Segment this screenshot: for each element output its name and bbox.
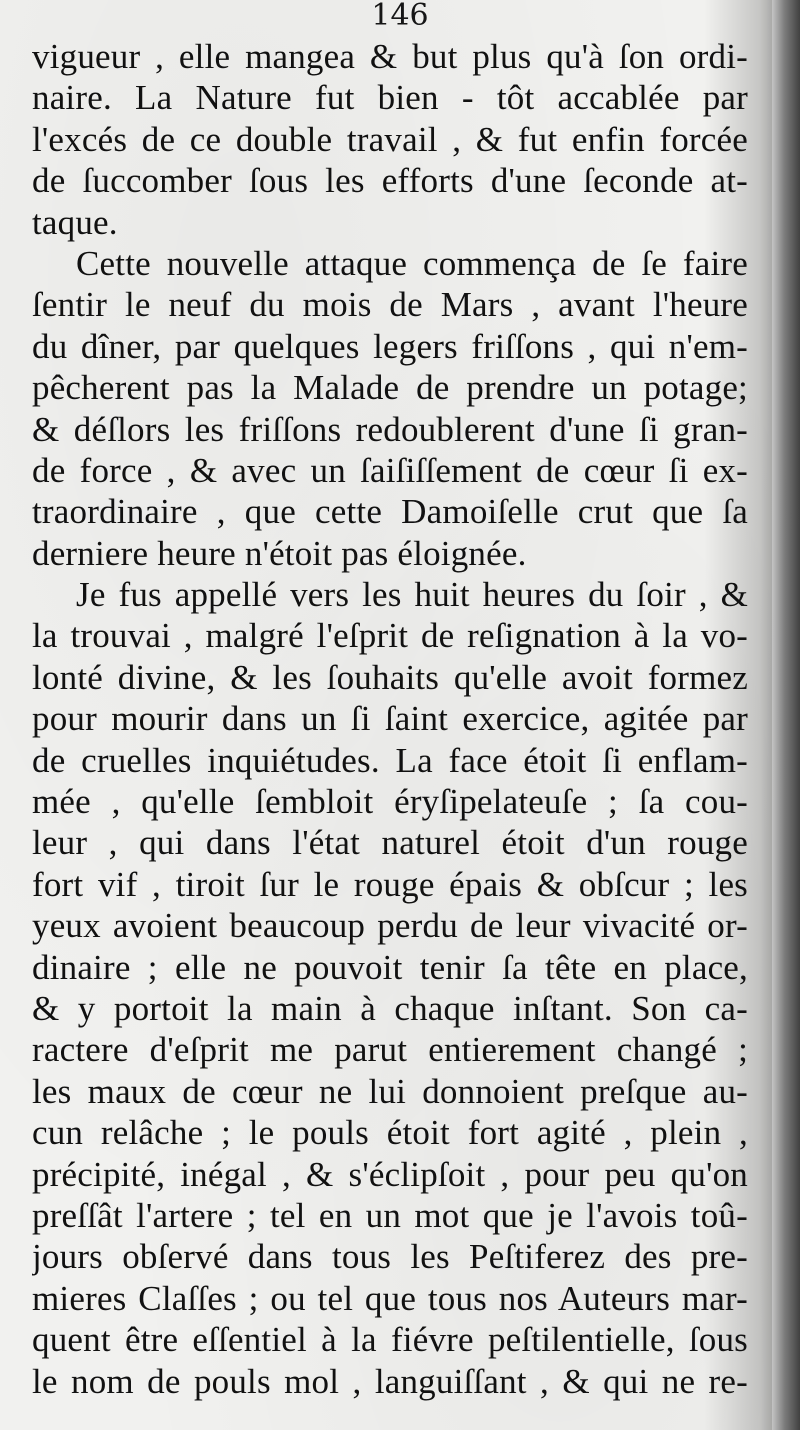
text-line: vigueur , elle mangea & but plus qu'à ſon ordi- xyxy=(32,37,748,76)
page-number: 146 xyxy=(371,0,429,33)
text-line: & déſlors les friſſons redoublerent d'une ſi gran- xyxy=(32,409,748,449)
text-line: cun relâche ; le pouls étoit fort agité , plein , xyxy=(32,1113,748,1153)
text-line: ractere d'eſprit me parut entierement changé ; xyxy=(32,1030,748,1070)
text-line: pêcherent pas la Malade de prendre un potage; xyxy=(32,368,748,408)
text-line: lonté divine, & les ſouhaits qu'elle avoit formez xyxy=(32,657,748,697)
text-line: naire. La Nature fut bien - tôt accablée par xyxy=(32,78,748,118)
paragraph-start-line: Cette nouvelle attaque commença de ſe faire xyxy=(76,243,748,283)
text-line: fort vif , tiroit ſur le rouge épais & obſcur ; les xyxy=(32,864,748,904)
text-line: derniere heure n'étoit pas éloignée. xyxy=(32,533,527,573)
text-line: jours obſervé dans tous les Peſtiferez des pre- xyxy=(32,1237,748,1277)
text-line: la trouvai , malgré l'eſprit de reſignation à la vo- xyxy=(32,616,748,656)
paragraph-start-line: Je fus appellé vers les huit heures du ſoir , & xyxy=(76,575,748,615)
text-line: taque. xyxy=(32,202,118,242)
text-line: mée , qu'elle ſembloit éryſipelateuſe ; ſa cou- xyxy=(32,782,748,822)
text-line: ſentir le neuf du mois de Mars , avant l'heure xyxy=(32,285,748,325)
text-line: quent être eſſentiel à la fiévre peſtilentielle, ſous xyxy=(32,1320,748,1360)
text-line: yeux avoient beaucoup perdu de leur vivacité or- xyxy=(32,906,748,946)
text-line: mieres Claſſes ; ou tel que tous nos Auteurs mar- xyxy=(32,1278,748,1318)
body-text xyxy=(32,36,748,1402)
text-line: pour mourir dans un ſi ſaint exercice, agitée par xyxy=(32,699,748,739)
text-line: de cruelles inquiétudes. La face étoit ſi enflam- xyxy=(32,740,748,780)
text-line: du dîner, par quelques legers friſſons , qui n'em- xyxy=(32,326,748,366)
text-line: le nom de pouls mol , languiſſant , & qui ne re- xyxy=(32,1361,748,1401)
page-gutter-shadow xyxy=(772,0,800,1430)
text-line: de ſuccomber ſous les efforts d'une ſeconde at- xyxy=(32,161,748,201)
text-line: l'excés de ce double travail , & fut enfin forcée xyxy=(32,119,748,159)
text-line: traordinaire , que cette Damoiſelle crut que ſa xyxy=(32,492,748,532)
text-line: leur , qui dans l'état naturel étoit d'un rouge xyxy=(32,823,748,863)
text-line: les maux de cœur ne lui donnoient preſque au- xyxy=(32,1071,748,1111)
text-line: de force , & avec un ſaiſiſſement de cœur ſi ex- xyxy=(32,450,748,490)
text-line: dinaire ; elle ne pouvoit tenir ſa tête en place, xyxy=(32,947,748,987)
text-line: preſſât l'artere ; tel en un mot que je l'avois toû- xyxy=(32,1195,748,1235)
text-line: & y portoit la main à chaque inſtant. Son ca- xyxy=(32,988,748,1028)
text-line: précipité, inégal , & s'éclipſoit , pour peu qu'on xyxy=(32,1154,748,1194)
